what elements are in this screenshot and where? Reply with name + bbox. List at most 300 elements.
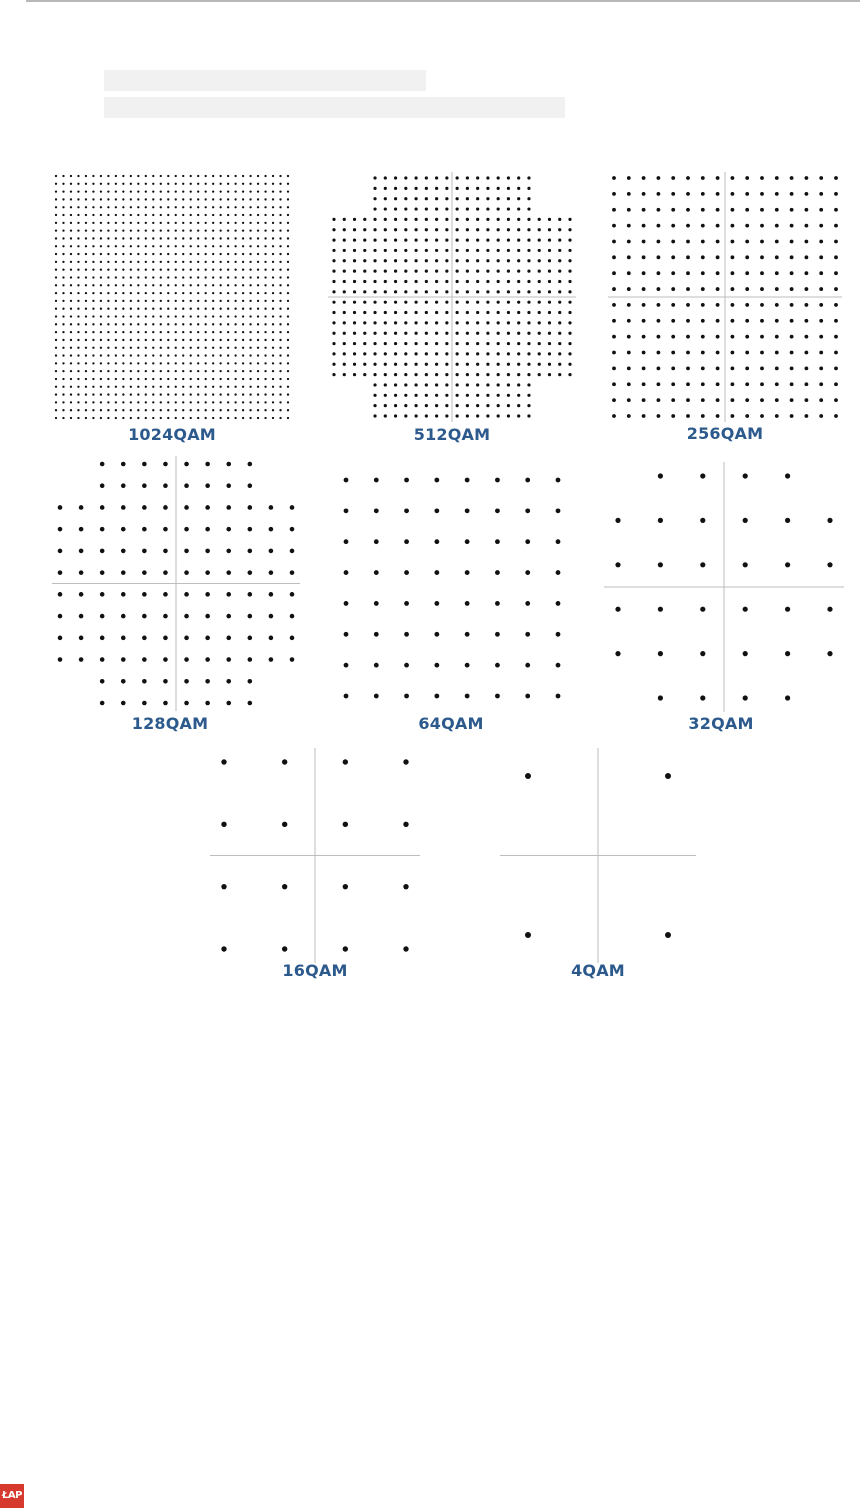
constellation-point [612, 176, 616, 180]
constellation-point [152, 222, 154, 224]
constellation-point [130, 386, 132, 388]
constellation-point [731, 303, 735, 307]
constellation-point [92, 175, 94, 177]
constellation-point [657, 319, 661, 323]
constellation-point [115, 300, 117, 302]
constellation-point [404, 373, 407, 376]
constellation-point [287, 230, 289, 232]
constellation-point [657, 271, 661, 275]
constellation-point [100, 657, 105, 662]
constellation-point [701, 303, 705, 307]
constellation-point [62, 378, 64, 380]
constellation-point [182, 354, 184, 356]
constellation-point [548, 373, 551, 376]
constellation-point [373, 383, 376, 386]
constellation-point [100, 401, 102, 403]
constellation-point [227, 417, 229, 419]
constellation-point [205, 483, 210, 488]
constellation-point [686, 240, 690, 244]
constellation-point [100, 483, 105, 488]
constellation-point [190, 386, 192, 388]
constellation-point [257, 237, 259, 239]
constellation-point [686, 208, 690, 212]
constellation-point [466, 383, 469, 386]
constellation-point [77, 331, 79, 333]
constellation-point [175, 393, 177, 395]
constellation-point [152, 230, 154, 232]
constellation-point [363, 249, 366, 252]
constellation-point [435, 394, 438, 397]
constellation-point [819, 414, 823, 418]
constellation-point [85, 339, 87, 341]
constellation-point [701, 335, 705, 339]
constellation-point [743, 695, 748, 700]
constellation-point [115, 331, 117, 333]
constellation-point [657, 192, 661, 196]
constellation-point [55, 339, 57, 341]
constellation-point [456, 228, 459, 231]
constellation-point [167, 370, 169, 372]
constellation-point [130, 214, 132, 216]
constellation-point [62, 276, 64, 278]
constellation-point [466, 394, 469, 397]
constellation-point [107, 393, 109, 395]
constellation-point [212, 339, 214, 341]
constellation-point [701, 367, 705, 371]
constellation-point [160, 370, 162, 372]
constellation-point [55, 378, 57, 380]
constellation-point [227, 292, 229, 294]
constellation-point [287, 386, 289, 388]
constellation-point [257, 417, 259, 419]
constellation-point [332, 332, 335, 335]
constellation-point [115, 401, 117, 403]
constellation-point [272, 190, 274, 192]
constellation-point [100, 222, 102, 224]
constellation-point [658, 651, 663, 656]
constellation-point [167, 245, 169, 247]
constellation-point [507, 373, 510, 376]
constellation-point [527, 290, 530, 293]
constellation-point [527, 332, 530, 335]
constellation-point [152, 175, 154, 177]
constellation-point [248, 592, 253, 597]
constellation-point [249, 300, 251, 302]
constellation-point [527, 404, 530, 407]
constellation-point [686, 303, 690, 307]
constellation-point [394, 311, 397, 314]
constellation-point [152, 269, 154, 271]
constellation-point [121, 462, 126, 467]
constellation-point [197, 276, 199, 278]
constellation-point [568, 311, 571, 314]
constellation-point [205, 222, 207, 224]
constellation-point [790, 319, 794, 323]
constellation-point [466, 352, 469, 355]
constellation-point [476, 228, 479, 231]
constellation-point [184, 701, 189, 706]
constellation-point [58, 657, 63, 662]
constellation-point [642, 240, 646, 244]
constellation-point [212, 261, 214, 263]
constellation-point [227, 300, 229, 302]
constellation-point [834, 176, 838, 180]
constellation-point [507, 321, 510, 324]
constellation-point [404, 332, 407, 335]
constellation-point [249, 284, 251, 286]
redacted-heading-line-2 [104, 97, 565, 118]
constellation-point [212, 393, 214, 395]
constellation-point [556, 694, 561, 699]
constellation-point [374, 632, 379, 637]
constellation-point [414, 207, 417, 210]
constellation-point [197, 245, 199, 247]
constellation-point [242, 261, 244, 263]
constellation-point [160, 230, 162, 232]
constellation-point [137, 214, 139, 216]
constellation-point [227, 222, 229, 224]
constellation-point [272, 222, 274, 224]
constellation-point [100, 679, 105, 684]
constellation-point [257, 378, 259, 380]
constellation-point [343, 311, 346, 314]
constellation-point [160, 214, 162, 216]
constellation-point [486, 383, 489, 386]
constellation-point [121, 679, 126, 684]
constellation-point [167, 253, 169, 255]
constellation-point [85, 315, 87, 317]
constellation-point [227, 308, 229, 310]
constellation-point [175, 323, 177, 325]
constellation-point [115, 308, 117, 310]
constellation-point [163, 701, 168, 706]
constellation-point [517, 321, 520, 324]
constellation-point [205, 183, 207, 185]
constellation-point [775, 335, 779, 339]
constellation-point [100, 230, 102, 232]
constellation-point [343, 884, 348, 889]
constellation-point [62, 331, 64, 333]
constellation-point [279, 175, 281, 177]
constellation-point [160, 354, 162, 356]
constellation-256qam [608, 172, 842, 422]
constellation-point [374, 570, 379, 575]
constellation-point [77, 339, 79, 341]
constellation-point [612, 319, 616, 323]
constellation-point [234, 393, 236, 395]
constellation-point [435, 352, 438, 355]
constellation-point [175, 269, 177, 271]
constellation-point [785, 651, 790, 656]
constellation-point [701, 351, 705, 355]
constellation-point [212, 190, 214, 192]
constellation-point [414, 218, 417, 221]
constellation-point [686, 271, 690, 275]
constellation-point [425, 259, 428, 262]
constellation-point [775, 367, 779, 371]
constellation-point [205, 347, 207, 349]
constellation-point [287, 253, 289, 255]
constellation-point [525, 694, 530, 699]
constellation-point [167, 393, 169, 395]
constellation-point [55, 183, 57, 185]
constellation-point [384, 342, 387, 345]
constellation-point [182, 347, 184, 349]
constellation-point [190, 214, 192, 216]
constellation-point [100, 386, 102, 388]
constellation-point [343, 342, 346, 345]
constellation-point [190, 222, 192, 224]
constellation-point [234, 190, 236, 192]
constellation-point [827, 607, 832, 612]
constellation-point [257, 175, 259, 177]
constellation-point [248, 483, 253, 488]
constellation-point [701, 224, 705, 228]
constellation-point [137, 292, 139, 294]
constellation-point [167, 331, 169, 333]
constellation-point [226, 701, 231, 706]
constellation-point [269, 505, 274, 510]
constellation-point [790, 335, 794, 339]
constellation-point [227, 378, 229, 380]
constellation-point [175, 190, 177, 192]
constellation-point [404, 228, 407, 231]
constellation-point [775, 271, 779, 275]
constellation-point [716, 255, 720, 259]
constellation-point [55, 276, 57, 278]
constellation-point [466, 414, 469, 417]
constellation-point [834, 382, 838, 386]
constellation-point [332, 249, 335, 252]
constellation-point [497, 414, 500, 417]
constellation-point [612, 224, 616, 228]
constellation-point [163, 549, 168, 554]
constellation-point [612, 414, 616, 418]
constellation-point [615, 651, 620, 656]
constellation-point [182, 393, 184, 395]
constellation-point [525, 539, 530, 544]
constellation-point [775, 255, 779, 259]
constellation-point [234, 183, 236, 185]
constellation-point [425, 352, 428, 355]
constellation-point [77, 206, 79, 208]
constellation-point [465, 508, 470, 513]
constellation-point [227, 183, 229, 185]
constellation-point [152, 386, 154, 388]
constellation-point [404, 176, 407, 179]
constellation-point [287, 190, 289, 192]
constellation-point [107, 354, 109, 356]
panel-32qam [604, 462, 844, 741]
constellation-point [466, 270, 469, 273]
constellation-point [264, 175, 266, 177]
constellation-point [290, 505, 295, 510]
constellation-point [197, 308, 199, 310]
constellation-point [137, 230, 139, 232]
constellation-point [538, 301, 541, 304]
constellation-point [373, 352, 376, 355]
constellation-point [62, 237, 64, 239]
constellation-point [234, 370, 236, 372]
constellation-point [290, 657, 295, 662]
constellation-point [538, 363, 541, 366]
constellation-point [264, 323, 266, 325]
constellation-point [175, 354, 177, 356]
constellation-point [344, 663, 349, 668]
constellation-point [220, 378, 222, 380]
constellation-point [287, 175, 289, 177]
constellation-point [701, 271, 705, 275]
constellation-point [731, 335, 735, 339]
constellation-point [220, 331, 222, 333]
constellation-point [249, 331, 251, 333]
constellation-point [279, 401, 281, 403]
constellation-point [556, 663, 561, 668]
constellation-point [805, 224, 809, 228]
constellation-point [79, 570, 84, 575]
constellation-point [332, 290, 335, 293]
constellation-point [384, 228, 387, 231]
constellation-point [205, 269, 207, 271]
constellation-point [130, 370, 132, 372]
constellation-point [249, 269, 251, 271]
label-16qam: 16QAM [282, 961, 348, 980]
constellation-point [197, 300, 199, 302]
constellation-point [456, 383, 459, 386]
constellation-point [394, 207, 397, 210]
constellation-point [517, 259, 520, 262]
constellation-point [353, 249, 356, 252]
constellation-point [374, 539, 379, 544]
constellation-point [745, 398, 749, 402]
constellation-point [257, 300, 259, 302]
constellation-point [205, 527, 210, 532]
constellation-point [220, 206, 222, 208]
constellation-point [548, 218, 551, 221]
constellation-point [834, 255, 838, 259]
label-256qam: 256QAM [686, 424, 764, 443]
constellation-point [404, 249, 407, 252]
constellation-point [248, 679, 253, 684]
constellation-point [834, 192, 838, 196]
constellation-point [264, 362, 266, 364]
constellation-point [58, 549, 63, 554]
constellation-point [220, 245, 222, 247]
constellation-point [701, 287, 705, 291]
constellation-point [834, 224, 838, 228]
constellation-point [558, 301, 561, 304]
constellation-point [100, 362, 102, 364]
constellation-point [745, 303, 749, 307]
constellation-point [205, 701, 210, 706]
constellation-point [137, 347, 139, 349]
constellation-point [497, 342, 500, 345]
constellation-point [434, 508, 439, 513]
constellation-point [558, 270, 561, 273]
constellation-point [525, 663, 530, 668]
constellation-point [92, 214, 94, 216]
constellation-point [343, 321, 346, 324]
constellation-point [137, 269, 139, 271]
constellation-point [497, 270, 500, 273]
constellation-point [70, 417, 72, 419]
constellation-point [287, 300, 289, 302]
constellation-point [152, 237, 154, 239]
constellation-point [190, 323, 192, 325]
constellation-point [665, 773, 671, 779]
constellation-point [466, 363, 469, 366]
constellation-point [373, 290, 376, 293]
constellation-point [394, 218, 397, 221]
constellation-point [212, 214, 214, 216]
constellation-point [507, 218, 510, 221]
constellation-point [205, 462, 210, 467]
constellation-point [466, 301, 469, 304]
constellation-point [497, 218, 500, 221]
constellation-point [404, 539, 409, 544]
constellation-point [612, 398, 616, 402]
constellation-point [517, 207, 520, 210]
constellation-point [107, 323, 109, 325]
constellation-point [242, 386, 244, 388]
constellation-point [642, 367, 646, 371]
constellation-point [760, 271, 764, 275]
constellation-point [272, 393, 274, 395]
constellation-point [92, 354, 94, 356]
constellation-point [527, 187, 530, 190]
constellation-point [353, 363, 356, 366]
constellation-point [122, 417, 124, 419]
constellation-point [445, 321, 448, 324]
constellation-point [363, 228, 366, 231]
constellation-point [79, 592, 84, 597]
constellation-point [190, 198, 192, 200]
constellation-point [671, 255, 675, 259]
constellation-point [197, 190, 199, 192]
constellation-point [115, 237, 117, 239]
constellation-point [77, 370, 79, 372]
constellation-point [248, 527, 253, 532]
constellation-point [212, 347, 214, 349]
constellation-point [556, 508, 561, 513]
constellation-point [466, 280, 469, 283]
constellation-point [507, 394, 510, 397]
constellation-point [220, 362, 222, 364]
constellation-point [182, 284, 184, 286]
constellation-point [456, 404, 459, 407]
constellation-point [107, 315, 109, 317]
constellation-point [175, 198, 177, 200]
constellation-point [100, 315, 102, 317]
constellation-point [55, 393, 57, 395]
constellation-point [264, 378, 266, 380]
constellation-point [160, 401, 162, 403]
constellation-point [242, 245, 244, 247]
constellation-point [548, 290, 551, 293]
constellation-point [130, 175, 132, 177]
constellation-point [344, 508, 349, 513]
constellation-point [184, 592, 189, 597]
constellation-point [548, 280, 551, 283]
constellation-point [612, 287, 616, 291]
constellation-point [394, 394, 397, 397]
constellation-point [404, 238, 407, 241]
constellation-point [249, 315, 251, 317]
constellation-point [175, 175, 177, 177]
constellation-point [152, 370, 154, 372]
constellation-point [55, 175, 57, 177]
constellation-point [760, 176, 764, 180]
